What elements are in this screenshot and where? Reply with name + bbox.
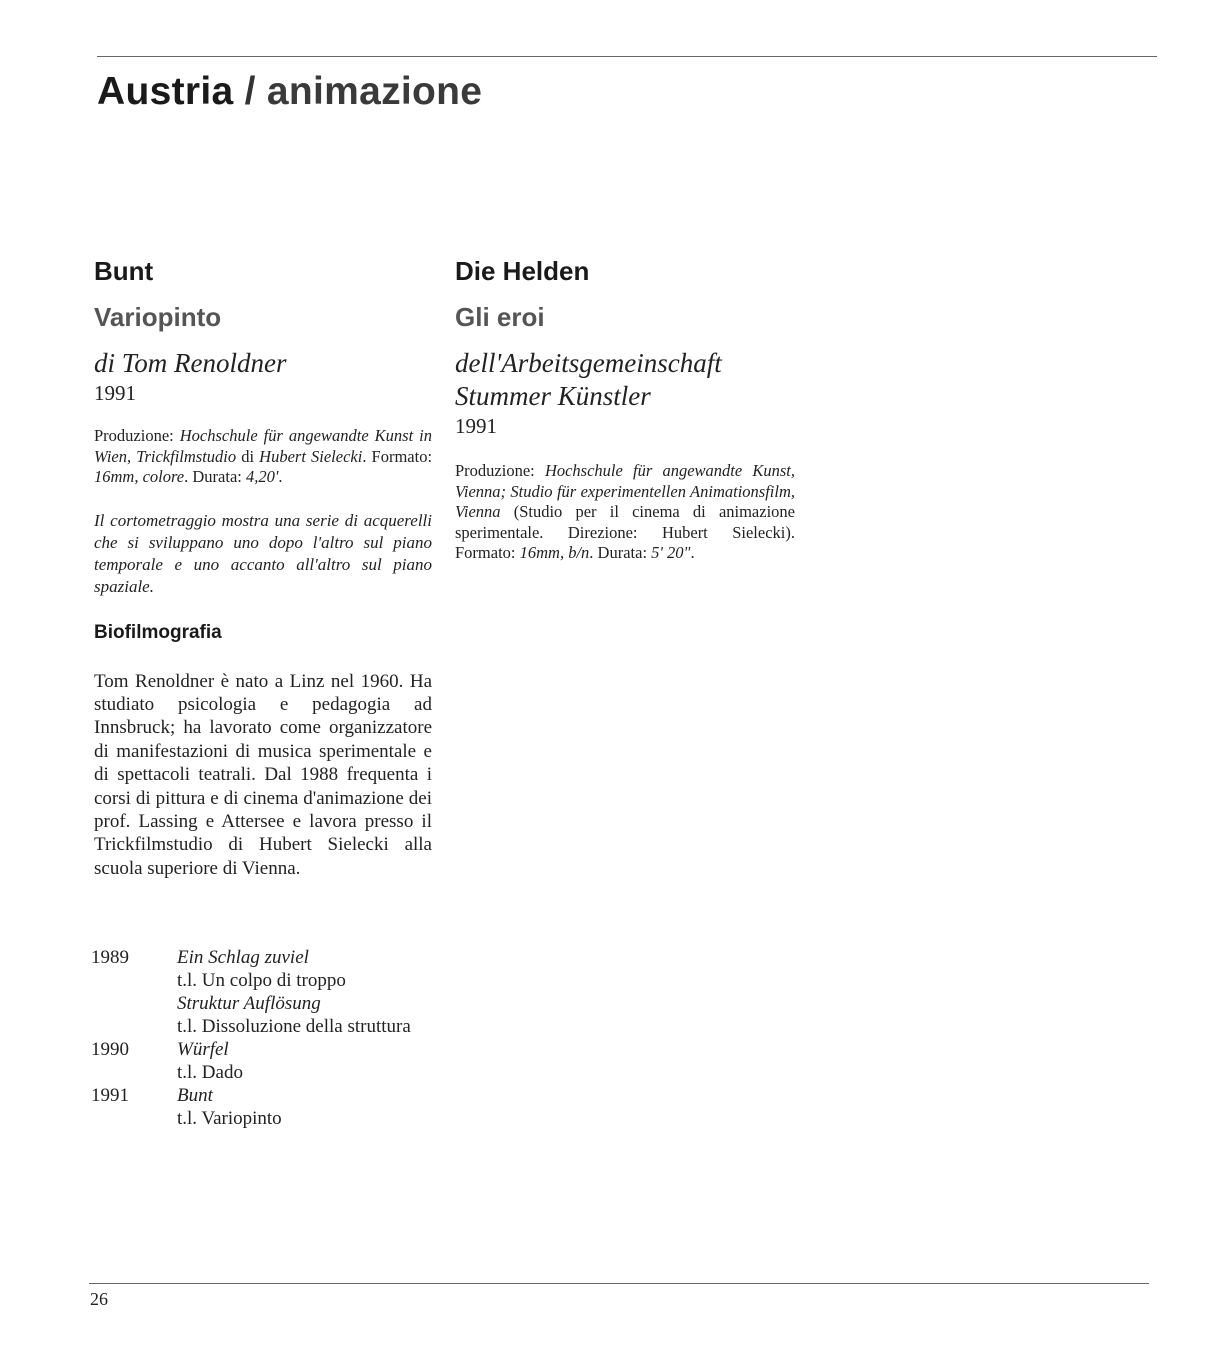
filmography-year: 1991	[91, 1085, 129, 1106]
filmography-translation: t.l. Dado	[177, 1062, 243, 1083]
duration-value: 5' 20"	[651, 543, 691, 562]
section-title-country: Austria	[97, 70, 234, 113]
filmography-translation: t.l. Un colpo di troppo	[177, 970, 346, 991]
director	[455, 347, 795, 413]
film-title-translation: Gli eroi	[455, 302, 545, 332]
duration-label: Durata:	[192, 467, 242, 486]
filmography-row	[91, 1038, 431, 1084]
film-title: Die Helden	[455, 256, 590, 286]
director: di Tom Renoldner	[94, 348, 287, 378]
film-credits: Produzione: Hochschule für angewandte Kunst, Vienna; Studio für experimentellen Animationsfilm, Vienna (Studio per il cinema di animazione sperimentale. Direzione: Hubert Sielecki). Formato: 16mm, b/n. Durata: 5' 20".	[455, 461, 795, 562]
section-title-category: animazione	[266, 70, 483, 113]
format-value: 16mm, b/n	[519, 543, 590, 562]
filmography-title: Bunt	[177, 1085, 213, 1106]
page-number: 26	[90, 1289, 108, 1309]
film-entry-bunt	[94, 255, 432, 880]
production-connector: di	[241, 446, 255, 466]
filmography-list	[91, 946, 431, 1130]
bottom-rule	[89, 1283, 1149, 1284]
production-label: Produzione:	[455, 461, 535, 480]
filmography-year: 1990	[91, 1039, 129, 1060]
filmography-title: Würfel	[177, 1039, 229, 1060]
film-title-translation: Variopinto	[94, 302, 222, 332]
filmography-translation: t.l. Variopinto	[177, 1108, 282, 1129]
filmography-title: Ein Schlag zuviel	[177, 947, 309, 968]
biofilmography-heading: Biofilmografia	[94, 621, 222, 643]
biography-text: Tom Renoldner è nato a Linz nel 1960. Ha studiato psicologia e pedagogia ad Innsbruck; ha lavorato come organizzatore di manifestazioni di musica sperimentale e di spettacoli teatrali. Dal 1988 frequenta i corsi di pittura e di cinema d'animazione dei prof. Lassing e Attersee e lavora presso il Trickfilmstudio di Hubert Sielecki alla scuola superiore di Vienna.	[94, 670, 432, 879]
filmography-row	[91, 1084, 431, 1130]
section-title-separator: /	[244, 70, 256, 113]
production-person: Hubert Sielecki	[259, 446, 363, 466]
production-company: Hochschule für angewandte Kunst in Wien, Trickfilmstudio	[94, 426, 433, 466]
production-note: (Studio per il cinema di animazione sperimentale. Direzione: Hubert Sielecki).	[455, 502, 795, 542]
synopsis: Il cortometraggio mostra una serie di acquerelli che si sviluppano uno dopo l'altro sul piano temporale e uno accanto all'altro sul piano spaziale.	[94, 510, 432, 596]
duration-value: 4,20'	[245, 467, 279, 486]
director-line: Stummer Künstler	[455, 381, 651, 411]
format-label: Formato:	[455, 543, 516, 562]
film-year: 1991	[94, 381, 136, 405]
filmography-year: 1989	[91, 947, 129, 968]
filmography-translation: t.l. Dissoluzione della struttura	[177, 1016, 411, 1037]
production-company: Hochschule für angewandte Kunst, Vienna; Studio für experimentellen Animationsfilm, Vienna	[455, 461, 795, 521]
duration-label: Durata:	[597, 543, 648, 562]
film-title: Bunt	[94, 256, 154, 286]
film-entry-die-helden	[455, 255, 795, 564]
film-credits: Produzione: Hochschule für angewandte Kunst in Wien, Trickfilmstudio di Hubert Sielecki. Formato: 16mm, colore. Durata: 4,20'.	[94, 426, 433, 486]
film-year: 1991	[455, 414, 497, 438]
format-label: Formato:	[371, 446, 433, 466]
format-value: 16mm, colore	[94, 467, 185, 486]
filmography-row	[91, 946, 431, 1038]
top-rule	[97, 56, 1157, 57]
production-label: Produzione:	[94, 426, 174, 445]
director-line: dell'Arbeitsgemeinschaft	[455, 348, 722, 378]
section-title	[97, 70, 482, 114]
filmography-title: Struktur Auflösung	[177, 993, 321, 1014]
